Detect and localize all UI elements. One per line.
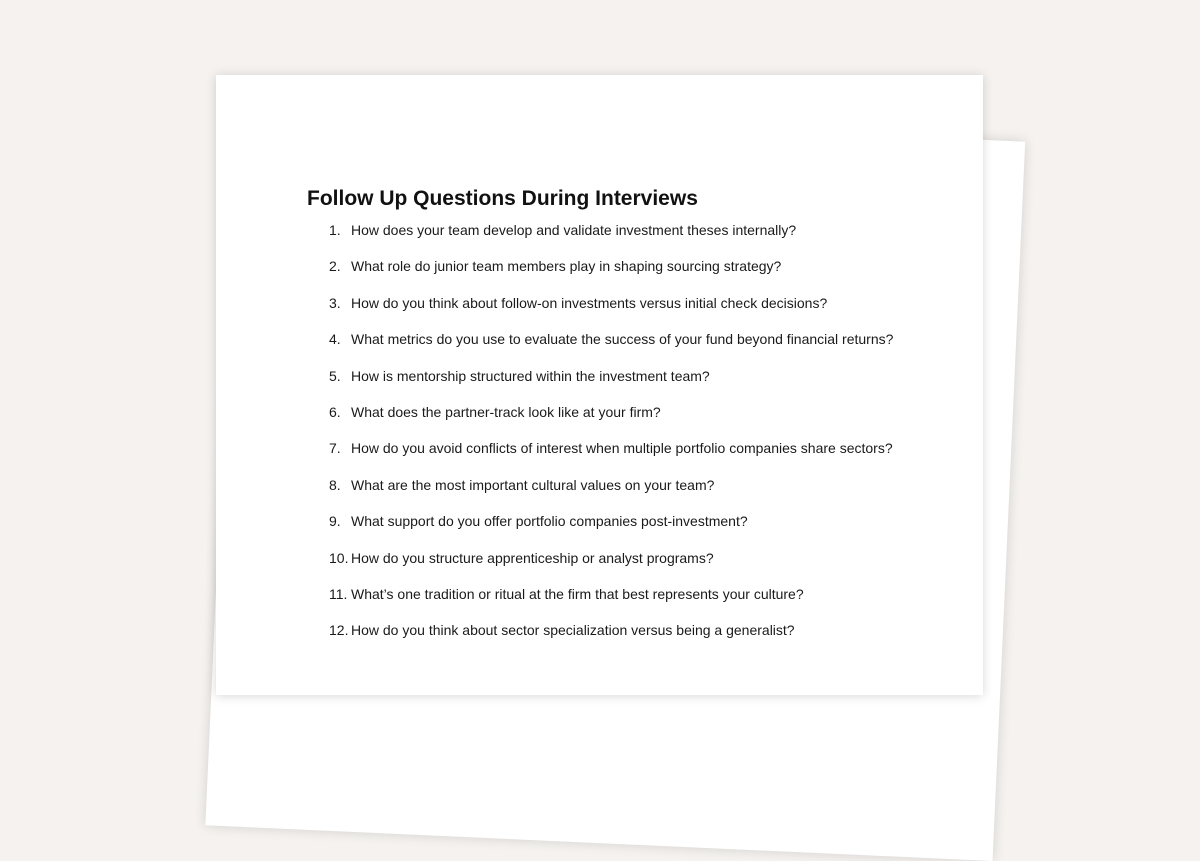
question-number: 1. xyxy=(329,222,341,238)
question-number: 8. xyxy=(329,476,341,493)
question-number: 9. xyxy=(329,513,341,530)
question-text: What support do you offer portfolio companies post-investment? xyxy=(351,513,748,530)
question-text: What’s one tradition or ritual at the firm that best represents your culture? xyxy=(351,585,804,602)
question-text: How do you structure apprenticeship or analyst programs? xyxy=(351,549,714,566)
question-text: What are the most important cultural values on your team? xyxy=(351,476,715,493)
question-number: 2. xyxy=(329,258,341,275)
question-number: 10. xyxy=(329,549,349,566)
question-number: 7. xyxy=(329,440,341,457)
question-number: 4. xyxy=(329,331,341,348)
question-text: How do you think about sector specialization versus being a generalist? xyxy=(351,622,795,639)
question-number: 3. xyxy=(329,294,341,311)
question-text: What does the partner-track look like at your firm? xyxy=(351,403,661,420)
question-number: 12. xyxy=(329,622,349,639)
document-page xyxy=(216,75,983,695)
document-title: Follow Up Questions During Interviews xyxy=(307,187,698,210)
question-text: How is mentorship structured within the investment team? xyxy=(351,367,710,384)
question-number: 11. xyxy=(329,585,348,602)
question-number: 6. xyxy=(329,403,341,420)
question-text: What metrics do you use to evaluate the success of your fund beyond financial returns? xyxy=(351,331,894,348)
question-text: What role do junior team members play in shaping sourcing strategy? xyxy=(351,258,782,275)
question-text: How do you think about follow-on investments versus initial check decisions? xyxy=(351,294,828,311)
question-number: 5. xyxy=(329,367,341,384)
question-text: How do you avoid conflicts of interest when multiple portfolio companies share sectors? xyxy=(351,440,893,457)
question-text: How does your team develop and validate investment theses internally? xyxy=(351,222,797,238)
